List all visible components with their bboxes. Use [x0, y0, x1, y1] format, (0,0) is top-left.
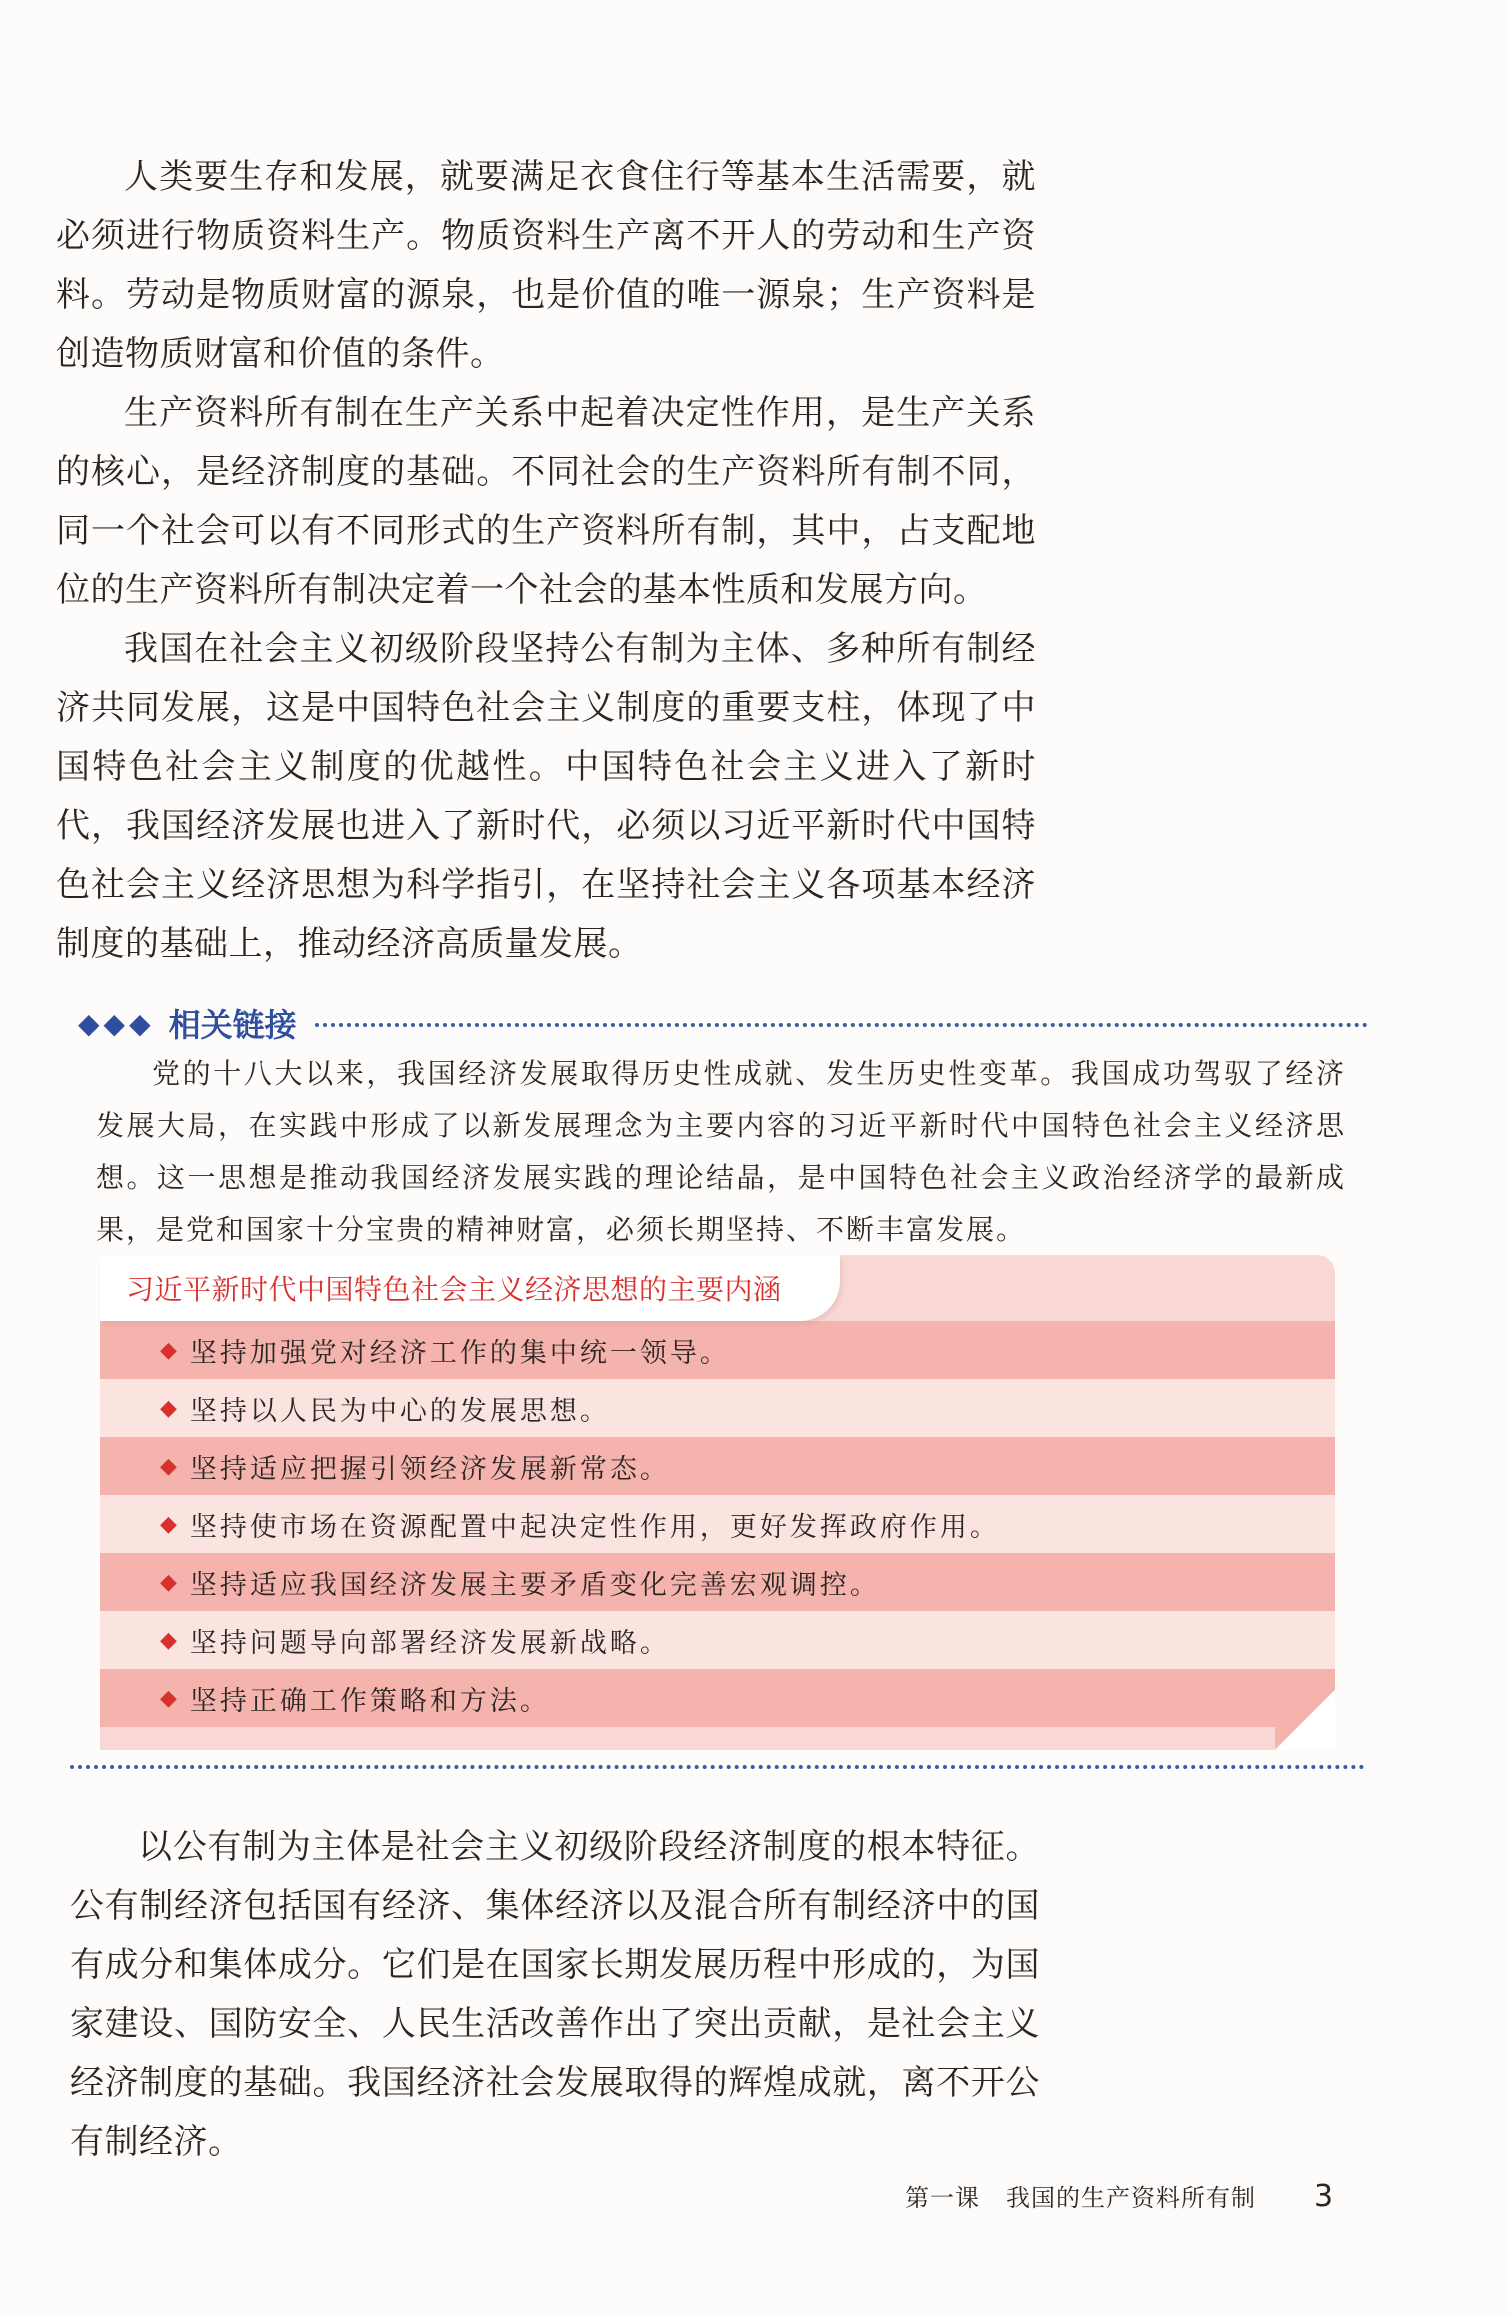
- related-link-title: 相关链接: [168, 1006, 297, 1044]
- dotted-divider: [70, 1765, 1365, 1769]
- page-curl-corner: [1275, 1690, 1335, 1750]
- red-diamond-icon: ◆: [160, 1627, 180, 1653]
- list-item: [100, 1321, 1335, 1379]
- list-item: [100, 1669, 1335, 1727]
- red-diamond-icon: ◆: [160, 1395, 180, 1421]
- diamond-marker-icon: ◆◆◆: [78, 1006, 155, 1040]
- paragraph: 以公有制为主体是社会主义初级阶段经济制度的根本特征。公有制经济包括国有经济、集体经济以及混合所有制经济中的国有成分和集体成分。它们是在国家长期发展历程中形成的，为国家建设、国防安全、人民生活改善作出了突出贡献，是社会主义经济制度的基础。我国经济社会发展取得的辉煌成就，离不开公有制经济。: [70, 1827, 1040, 2162]
- list-item-text: 坚持加强党对经济工作的集中统一领导。: [189, 1337, 730, 1369]
- red-diamond-icon: ◆: [160, 1685, 180, 1711]
- connotation-box: [100, 1255, 1335, 1750]
- related-link-header: [78, 995, 1368, 1051]
- red-diamond-icon: ◆: [160, 1569, 180, 1595]
- list-item: [100, 1553, 1335, 1611]
- list-item-text: 坚持以人民为中心的发展思想。: [189, 1395, 610, 1427]
- red-diamond-icon: ◆: [160, 1511, 180, 1537]
- red-diamond-icon: ◆: [160, 1337, 180, 1363]
- list-item-text: 坚持使市场在资源配置中起决定性作用，更好发挥政府作用。: [189, 1511, 1000, 1543]
- box-list: [100, 1321, 1335, 1727]
- list-item-text: 坚持问题导向部署经济发展新战略。: [189, 1627, 670, 1659]
- box-title-tab: [100, 1255, 840, 1321]
- box-title: 习近平新时代中国特色社会主义经济思想的主要内涵: [126, 1273, 782, 1306]
- list-item: [100, 1495, 1335, 1553]
- paragraph: 我国在社会主义初级阶段坚持公有制为主体、多种所有制经济共同发展，这是中国特色社会主义制度的重要支柱，体现了中国特色社会主义制度的优越性。中国特色社会主义进入了新时代，我国经济发展也进入了新时代，必须以习近平新时代中国特色社会主义经济思想为科学指引，在坚持社会主义各项基本经济制度的基础上，推动经济高质量发展。: [56, 629, 1036, 964]
- paragraph: 生产资料所有制在生产关系中起着决定性作用，是生产关系的核心，是经济制度的基础。不同社会的生产资料所有制不同，同一个社会可以有不同形式的生产资料所有制，其中，占支配地位的生产资料所有制决定着一个社会的基本性质和发展方向。: [56, 393, 1036, 610]
- paragraph: 人类要生存和发展，就要满足衣食住行等基本生活需要，就必须进行物质资料生产。物质资料生产离不开人的劳动和生产资料。劳动是物质财富的源泉，也是价值的唯一源泉；生产资料是创造物质财富和价值的条件。: [56, 157, 1036, 374]
- list-item: [100, 1611, 1335, 1669]
- list-item-text: 坚持适应把握引领经济发展新常态。: [189, 1453, 670, 1485]
- list-item: [100, 1379, 1335, 1437]
- footer-lesson: 第一课: [905, 2184, 980, 2212]
- related-link-text: 党的十八大以来，我国经济发展取得历史性成就、发生历史性变革。我国成功驾驭了经济发展大局，在实践中形成了以新发展理念为主要内容的习近平新时代中国特色社会主义经济思想。这一思想是推动我国经济发展实践的理论结晶，是中国特色社会主义政治经济学的最新成果，是党和国家十分宝贵的精神财富，必须长期坚持、不断丰富发展。: [96, 1057, 1346, 1246]
- page-number: 3: [1314, 2179, 1334, 2214]
- body-text-top: [56, 148, 1036, 974]
- list-item-text: 坚持正确工作策略和方法。: [189, 1685, 550, 1717]
- footer-topic: 我国的生产资料所有制: [1006, 2184, 1256, 2212]
- dotted-divider: [315, 1023, 1368, 1027]
- list-item: [100, 1437, 1335, 1495]
- list-item-text: 坚持适应我国经济发展主要矛盾变化完善宏观调控。: [189, 1569, 880, 1601]
- page-footer: [905, 2178, 1333, 2214]
- body-text-bottom: [70, 1818, 1040, 2172]
- red-diamond-icon: ◆: [160, 1453, 180, 1479]
